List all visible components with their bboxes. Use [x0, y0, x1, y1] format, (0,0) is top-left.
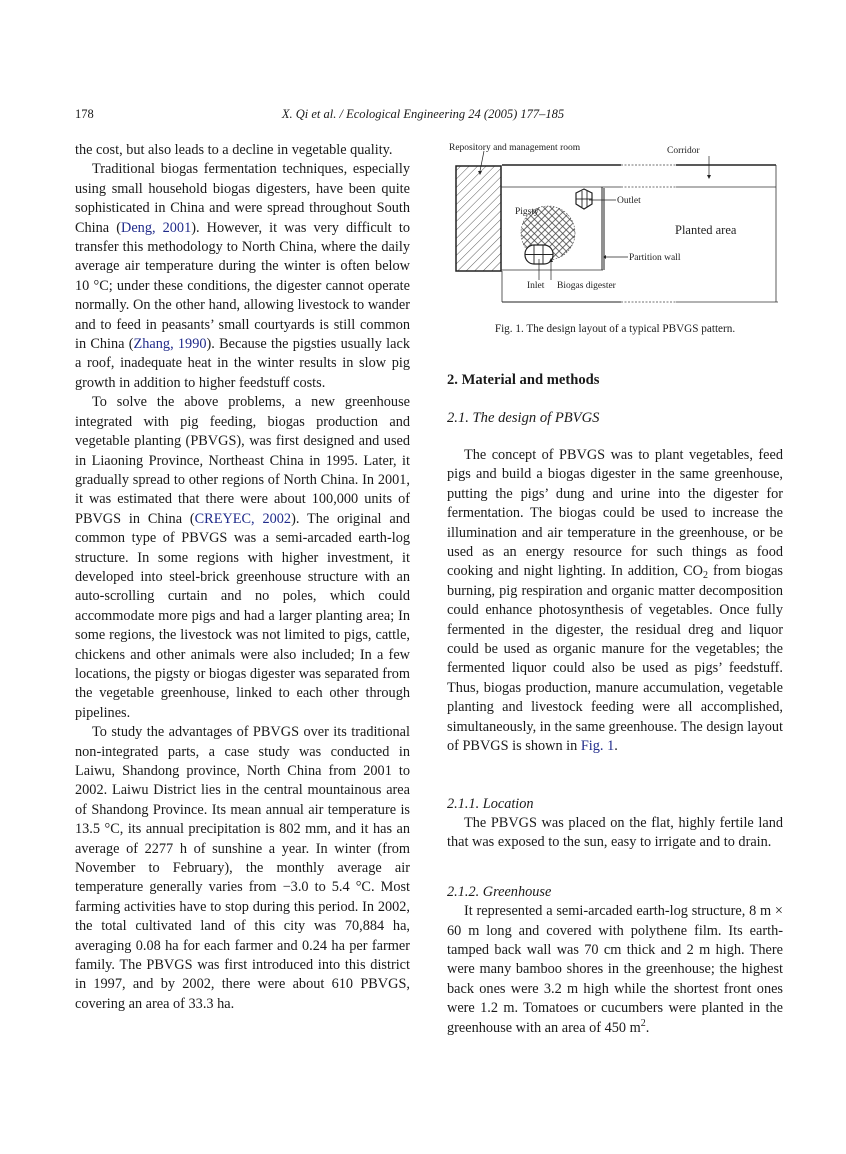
- paragraph: To solve the above problems, a new greenhouse integrated with pig feeding, biogas production and vegetable planting (PBVGS), was first designed and used in Liaoning Province, Northeast China in 1995. Later, it gradually spread to other regions of North China. In 2001, it was estimated that there were about 100,000 units of PBVGS in China (CREYEC, 2002). The original and common type of PBVGS was a semi-arcaded earth-log structure. In some regions with higher investment, it developed into steel-brick greenhouse structure with an auto-scrolling curtain and no poles, which could accommodate more pigs and had a larger planting area; In some regions, the livestock was not limited to pigs, cattle, chickens and other animals were also included; In a few locations, the pigsty or biogas digester was separated from the vegetable greenhouse, linked to each other through pipelines.: [75, 394, 410, 721]
- figure-1-diagram: [446, 138, 782, 310]
- right-column: [447, 446, 783, 1038]
- svg-text:Corridor: Corridor: [667, 146, 700, 156]
- svg-text:Repository and management room: Repository and management room: [449, 143, 581, 153]
- citation-link[interactable]: Deng, 2001: [121, 219, 192, 236]
- svg-text:Planted area: Planted area: [675, 223, 737, 237]
- svg-text:Partition wall: Partition wall: [629, 253, 681, 263]
- citation-link[interactable]: CREYEC, 2002: [194, 510, 292, 527]
- paragraph: The PBVGS was placed on the flat, highly fertile land that was exposed to the sun, easy to irrigate and to drain.: [447, 814, 783, 851]
- section-heading: 2. Material and methods: [447, 372, 600, 388]
- page-number: 178: [75, 107, 94, 121]
- paragraph: the cost, but also leads to a decline in vegetable quality.: [75, 142, 393, 158]
- left-column: [75, 141, 410, 1014]
- svg-text:Outlet: Outlet: [617, 196, 641, 206]
- paragraph: It represented a semi-arcaded earth-log structure, 8 m × 60 m long and covered with polythene film. Its earth-tamped back wall was 70 cm thick and 2 m high. There were many bamboo shores in the greenhouse; the highest back ones were 3.2 m high while the shortest front ones were 1.2 m. Tomatoes or cucumbers were planted in the greenhouse with an area of 450 $m^2$.: [447, 903, 783, 1036]
- repository-block: [456, 166, 501, 271]
- figure-link[interactable]: Fig. 1: [580, 738, 615, 755]
- svg-text:Pigsty: Pigsty: [515, 207, 539, 217]
- paragraph: Traditional biogas fermentation techniques, especially using small household biogas digesters, have been quite sophisticated in China and were spread throughout South China (Deng, 2001). However, it was very difficult to transfer this methodology to North China, where the daily average air temperature during the winter is often below 10 °C; under these conditions, the digester cannot operate normally. On the other hand, allowing livestock to wander and to feed in peasants’ small courtyards is still common in China (Zhang, 1990). Because the pigsties usually lack a roof, inadequate heat in the winter results in slow pig growth in addition to higher feedstuff costs.: [75, 161, 410, 391]
- figure-caption: Fig. 1. The design layout of a typical PBVGS pattern.: [494, 323, 736, 335]
- paragraph: To study the advantages of PBVGS over its traditional non-integrated parts, a case study was conducted in Laiwu, Shandong province, North China from 2001 to 2002. Laiwu District lies in the central mountainous area of Shandong Province. Its mean annual air temperature is 13.5 °C, its annual precipitation is 802 mm, and it has an average of 2277 h of sunshine a year. In winter (from November to February), the monthly average air temperature generally varies from −3.0 to 5.4 °C. Most farming activities have to stop during this period. In 2002, the total cultivated land of this city was 70,884 ha, averaging 0.08 ha for each farmer and 0.24 ha per farmer family. The PBVGS was first introduced into this district in 1997, and by 2002, there were about 610 PBVGS, covering an area of 33.3 ha.: [75, 724, 410, 1012]
- citation-link[interactable]: Zhang, 1990: [133, 336, 207, 353]
- subsubsection-heading: 2.1.1. Location: [447, 795, 534, 812]
- paragraph: The concept of PBVGS was to plant vegetables, feed pigs and build a biogas digester in the same greenhouse, putting the pigs’ dung and urine into the digester for fermentation. The biogas could be used to increase the illumination and air temperature in the greenhouse, or be used as an energy resource for such things as food cooking and night lighting. In addition, $CO_2$ from biogas burning, pig respiration and organic matter decomposition could enhance photosynthesis of vegetables. Once fully fermented in the digester, the residual dreg and liquor could be used as organic manure for the vegetables; the fermented liquor could also be used as pigs’ feedstuff. Thus, biogas production, manure accumulation, vegetable planting and livestock feeding were all accomplished, simultaneously, in the same greenhouse. The design layout of PBVGS is shown in Fig. 1.: [447, 447, 783, 755]
- svg-text:Inlet: Inlet: [527, 281, 545, 291]
- running-title: X. Qi et al. / Ecological Engineering 24 (2005) 177–185: [281, 107, 565, 121]
- svg-text:Biogas digester: Biogas digester: [557, 281, 616, 291]
- subsection-heading: 2.1. The design of PBVGS: [447, 410, 600, 426]
- subsubsection-heading: 2.1.2. Greenhouse: [447, 883, 552, 900]
